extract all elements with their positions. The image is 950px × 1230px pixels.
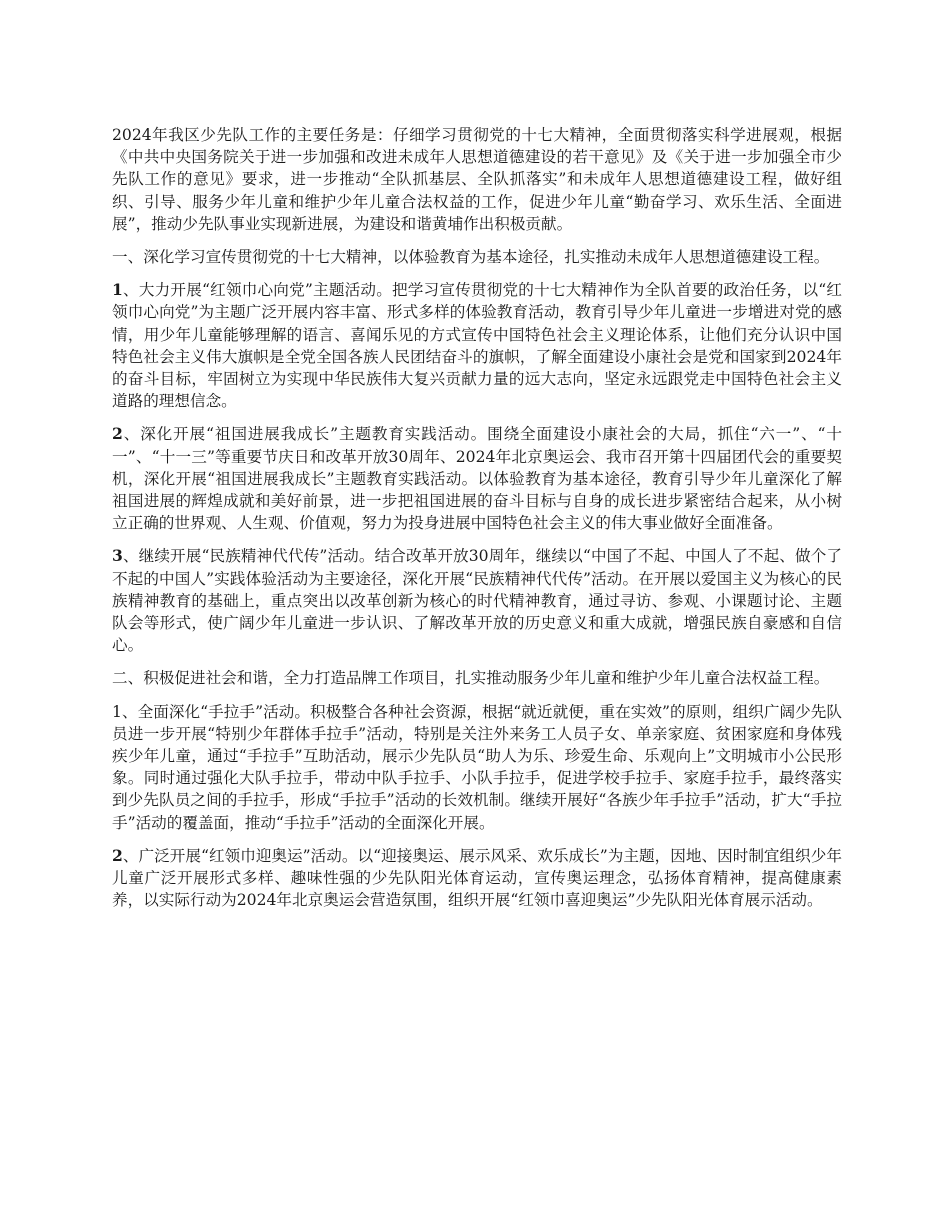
section-two-item-2-paragraph: [112, 845, 842, 912]
paragraph-text: 、大力开展“红领巾心向党”主题活动。把学习宣传贯彻党的十七大精神作为全队首要的政治任务，以“红领巾心向党”为主题广泛开展内容丰富、形式多样的体验教育活动，教育引导少年儿童进一步增进对党的感情，用少年儿童能够理解的语言、喜闻乐见的方式宣传中国特色社会主义理论体系，让他们充分认识中国特色社会主义伟大旗帜是全党全国各族人民团结奋斗的旗帜，了解全面建设小康社会是党和国家到2024年的奋斗目标，牢固树立为实现中华民族伟大复兴贡献力量的远大志向，坚定永远跟党走中国特色社会主义道路的理想信念。: [112, 281, 842, 411]
item-number: 2: [112, 845, 123, 865]
paragraph-text: 、广泛开展“红领巾迎奥运”活动。以“迎接奥运、展示风采、欢乐成长”为主题，因地、因时制宜组织少年儿童广泛开展形式多样、趣味性强的少先队阳光体育运动，宣传奥运理念，弘扬体育精神，提高健康素养，以实际行动为2024年北京奥运会营造氛围，组织开展“红领巾喜迎奥运”少先队阳光体育展示活动。: [112, 846, 842, 910]
paragraph-text: 二、积极促进社会和谐，全力打造品牌工作项目，扎实推动服务少年儿童和维护少年儿童合法权益工程。: [112, 669, 830, 688]
paragraph-text: 一、深化学习宣传贯彻党的十七大精神，以体验教育为基本途径，扎实推动未成年人思想道德建设工程。: [112, 248, 830, 267]
intro-paragraph: [112, 124, 842, 235]
section-two-item-1-paragraph: [112, 701, 842, 834]
paragraph-text: 、深化开展“祖国进展我成长”主题教育实践活动。围绕全面建设小康社会的大局，抓住“六一”、“十一”、“十一三”等重要节庆日和改革开放30周年、2024年北京奥运会、我市召开第十四届团代会的重要契机，深化开展“祖国进展我成长”主题教育实践活动。以体验教育为基本途径，教育引导少年儿童深化了解祖国进展的辉煌成就和美好前景，进一步把祖国进展的奋斗目标与自身的成长进步紧密结合起来，从小树立正确的世界观、人生观、价值观，努力为投身进展中国特色社会主义的伟大事业做好全面准备。: [112, 425, 842, 533]
paragraph-text: 1、全面深化“手拉手”活动。积极整合各种社会资源，根据“就近就便，重在实效”的原则，组织广阔少先队员进一步开展“特别少年群体手拉手”活动，特别是关注外来务工人员子女、单亲家庭、贫困家庭和身体残疾少年儿童，通过“手拉手”互助活动，展示少先队员“助人为乐、珍爱生命、乐观向上”文明城市小公民形象。同时通过强化大队手拉手，带动中队手拉手、小队手拉手，促进学校手拉手、家庭手拉手，最终落实到少先队员之间的手拉手，形成“手拉手”活动的长效机制。继续开展好“各族少年手拉手”活动，扩大“手拉手”活动的覆盖面，推动“手拉手”活动的全面深化开展。: [112, 702, 842, 832]
document-body: [112, 124, 842, 923]
item-number: 3: [112, 546, 123, 566]
paragraph-text: 、继续开展“民族精神代代传”活动。结合改革开放30周年，继续以“中国了不起、中国人了不起、做个了不起的中国人”实践体验活动为主要途径，深化开展“民族精神代代传”活动。在开展以爱国主义为核心的民族精神教育的基础上，重点突出以改革创新为核心的时代精神教育，通过寻访、参观、小课题讨论、主题队会等形式，使广阔少年儿童进一步认识、了解改革开放的历史意义和重大成就，增强民族自豪感和自信心。: [112, 547, 842, 655]
section-two-heading: [112, 667, 842, 689]
item-number: 1: [112, 280, 123, 300]
item-2-paragraph: [112, 423, 842, 534]
item-number: 2: [112, 424, 123, 444]
paragraph-text: 2024年我区少先队工作的主要任务是：仔细学习贯彻党的十七大精神，全面贯彻落实科学进展观，根据《中共中央国务院关于进一步加强和改进未成年人思想道德建设的若干意见》及《关于进一步加强全市少先队工作的意见》要求，进一步推动“全队抓基层、全队抓落实”和未成年人思想道德建设工程，做好组织、引导、服务少年儿童和维护少年儿童合法权益的工作，促进少年儿童“勤奋学习、欢乐生活、全面进展”，推动少先队事业实现新进展，为建设和谐黄埔作出积极贡献。: [112, 126, 842, 233]
item-1-paragraph: [112, 279, 842, 412]
section-one-heading: [112, 246, 842, 268]
item-3-paragraph: [112, 545, 842, 656]
